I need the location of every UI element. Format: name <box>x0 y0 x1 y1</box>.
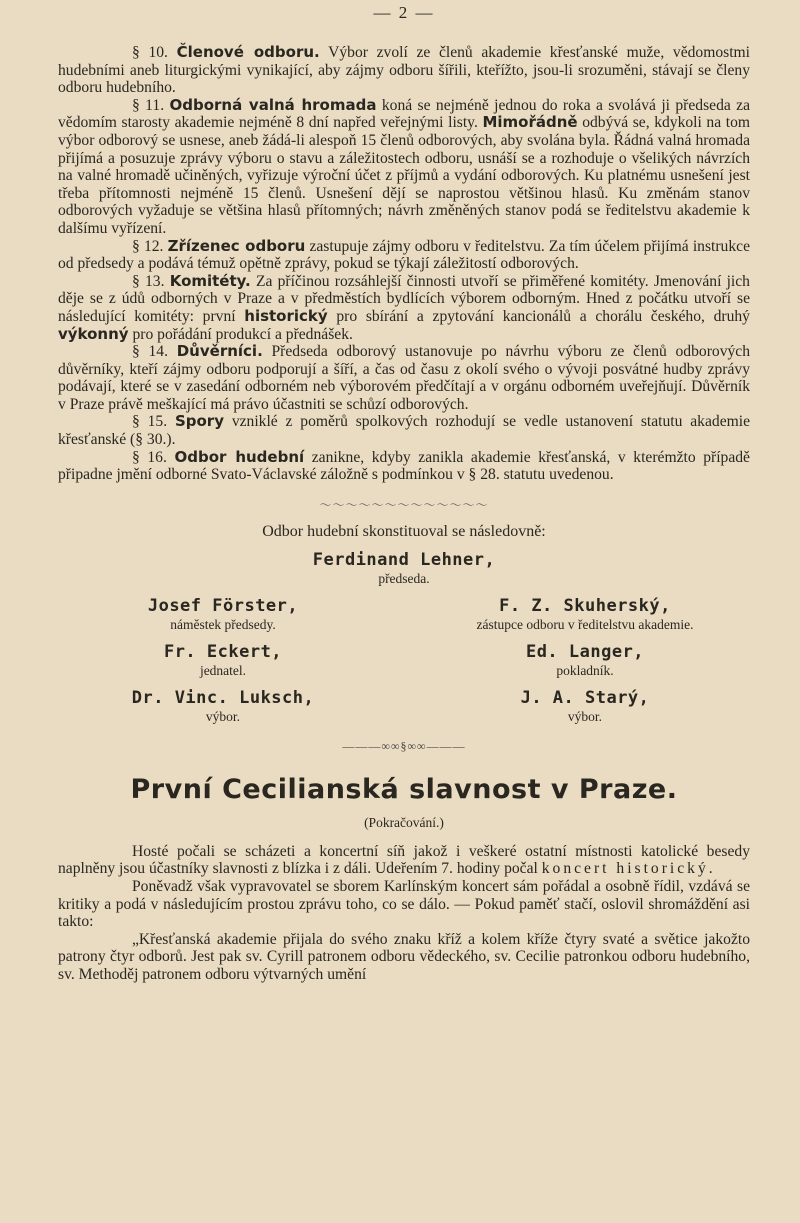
spaced-emphasis: koncert historický. <box>541 860 716 878</box>
signature-row <box>58 687 750 725</box>
signature-name: Fr. Eckert, <box>163 641 283 662</box>
signature-row <box>58 641 750 679</box>
signature-role: předseda. <box>378 570 430 586</box>
section-keyword: výkonný <box>58 324 129 343</box>
section-text: zastupuje zájmy odboru v ředitelstvu. Za tím účelem přijímá instrukce od předsedy a podává témuž opětně zprávy, pokud se týkají záležitostí odborových. <box>58 237 750 273</box>
section-number: § 11. <box>132 96 165 114</box>
continued-note: (Pokračování.) <box>364 814 444 830</box>
section-10 <box>58 44 750 97</box>
section-keyword: Mimořádně <box>482 113 578 132</box>
signature-chair <box>244 549 564 587</box>
signature-role: jednatel. <box>199 662 247 678</box>
section-title: Spory <box>174 412 224 431</box>
section-11 <box>58 97 750 238</box>
section-divider: ———∞∞§∞∞——— <box>342 738 466 753</box>
committee-list <box>58 549 750 725</box>
signature-name: Josef Förster, <box>147 595 299 616</box>
signature-role: výbor. <box>205 708 241 724</box>
paragraph-text: Hosté počali se scházeti a koncertní síň jakož i veškeré ostatní místnosti katolické besedy naplněny jsou účastníky slavnosti z blízka i z dáli. Udeřením 7. hodiny počal <box>58 842 750 878</box>
wave-ornament: 〜〜〜〜〜〜〜〜〜〜〜〜〜 <box>319 497 489 512</box>
signature-role: zástupce odboru v ředitelstvu akademie. <box>476 616 694 632</box>
section-number: § 12. <box>132 237 164 255</box>
signature-secretary <box>58 641 388 679</box>
section-number: § 16. <box>132 448 167 466</box>
section-title: Členové odboru. <box>176 43 320 61</box>
signature-member-2 <box>420 687 750 725</box>
signature-name: Ferdinand Lehner, <box>312 549 496 570</box>
article-paragraph-2: Poněvadž však vypravovatel se sborem Karlínským koncert sám pořádal a osobně řídil, vzdává se kritiky a podá v následujícím prostou zprávu toho, co se dálo. — Pokud paměť stačí, oslovil shromáždění asi takto: <box>58 878 750 931</box>
section-14 <box>58 343 750 413</box>
section-keyword: historický <box>244 306 328 325</box>
section-number: § 15. <box>132 413 168 431</box>
section-text: pro sbírání a zpytování kancionálů a chorálu českého, druhý <box>336 307 750 325</box>
signature-name: J. A. Starý, <box>520 687 650 708</box>
article-paragraph-1 <box>58 843 750 878</box>
signature-name: Ed. Langer, <box>525 641 645 662</box>
signature-vice <box>58 595 388 633</box>
article-title: První Cecilianská slavnost v Praze. <box>130 773 678 805</box>
signature-role: náměstek předsedy. <box>170 616 276 632</box>
signature-member-1 <box>58 687 388 725</box>
section-text: Výbor zvolí ze členů akademie křesťanské muže, vědomostmi hudebními aneb liturgickými vynikající, aby zájmy odboru šířili, kteřížto, jsou-li srozuměni, stávají se členy odboru hudebního. <box>58 44 751 97</box>
section-title: Odbor hudební <box>174 447 305 466</box>
section-text: odbývá se, kdykoli na tom výbor odborový se usnese, aneb žádá-li alespoň 15 členů odborových, aby svolána byla. Řádná valná hromada přijímá a posuzuje zprávy výboru o stavu a záležitostech odboru, usnáší se a rozhoduje o všelikých návrzích na valné hromadě učiněných, vyřizuje výroční účet z příjmů a vydání odborových. Ku platnému usnešení jest třeba přítomnosti nejméně 15 členů. Usnešení dějí se naprostou většinou hlasů. Ku změnám stanov odborových vyžaduje se většina hlasů přítomných; návrh změněných stanov podá se ředitelstvu akademie k dalšímu vyřízení. <box>58 114 751 237</box>
section-title: Komitéty. <box>169 271 251 290</box>
signature-role: pokladník. <box>556 662 614 678</box>
section-text: Za příčinou rozsáhlejší činnosti utvoří se přiměřené komitéty. Jmenování jich děje se z údů odborných v Praze a v předměstích bydlících výborem odborným. Hned z počátku utvoří se následující komitéty: první <box>58 272 750 325</box>
section-text: pro pořádání produkcí a přednášek. <box>132 325 353 343</box>
section-title: Zřízenec odboru <box>167 236 306 255</box>
section-text: koná se nejméně jednou do roka a svolává ji předseda za vědomím starosty akademie nejméně 8 dní napřed veřejnými listy. <box>58 96 751 132</box>
signature-treasurer <box>420 641 750 679</box>
section-number: § 14. <box>132 343 169 361</box>
committee-intro: Odbor hudební skonstituoval se následovně: <box>262 522 546 540</box>
section-number: § 10. <box>132 44 168 61</box>
section-title: Odborná valná hromada <box>169 95 377 114</box>
section-15 <box>58 413 750 448</box>
signature-name: Dr. Vinc. Luksch, <box>131 687 315 708</box>
section-13 <box>58 273 750 343</box>
signature-name: F. Z. Skuherský, <box>499 595 671 616</box>
article-paragraph-3: „Křesťanská akademie přijala do svého znaku kříž a kolem kříže čtyry svaté a světice jakožto patrony čtyr odborů. Jest pak sv. Cyrill patronem odboru vědeckého, sv. Cecilie patronkou odboru hudebního, sv. Methoděj patronem odboru výtvarných umění <box>58 930 750 983</box>
section-text: vzniklé z poměrů spolkových rozhodují se vedle ustanovení statutu akademie křesťanské (§ 30.). <box>58 413 750 449</box>
section-12 <box>58 238 750 273</box>
signature-liaison <box>420 595 750 633</box>
page-number: — 2 — <box>373 3 435 22</box>
signature-role: výbor. <box>567 708 603 724</box>
section-text: Předseda odborový ustanovuje po návrhu výboru ze členů odborových důvěrníky, kteří zájmy odboru podporují a šíří, a čas od času z okolí svého o vývoji posvátné hudby zprávy podávají, které se v zasedání odborném neb výborovém předčítají a v orgánu odborném uveřejňují. Důvěrník v Praze právě meškající má právo účastniti se schůzí odborových. <box>58 343 751 413</box>
section-text: zanikne, kdyby zanikla akademie křesťanská, v kterémžto případě připadne jmění odborné Svato-Václavské záložně s podmínkou v § 28. statutu uvedenou. <box>58 448 750 484</box>
signature-row <box>58 595 750 633</box>
section-title: Důvěrníci. <box>176 342 263 361</box>
section-number: § 13. <box>132 272 165 290</box>
section-16 <box>58 449 750 484</box>
